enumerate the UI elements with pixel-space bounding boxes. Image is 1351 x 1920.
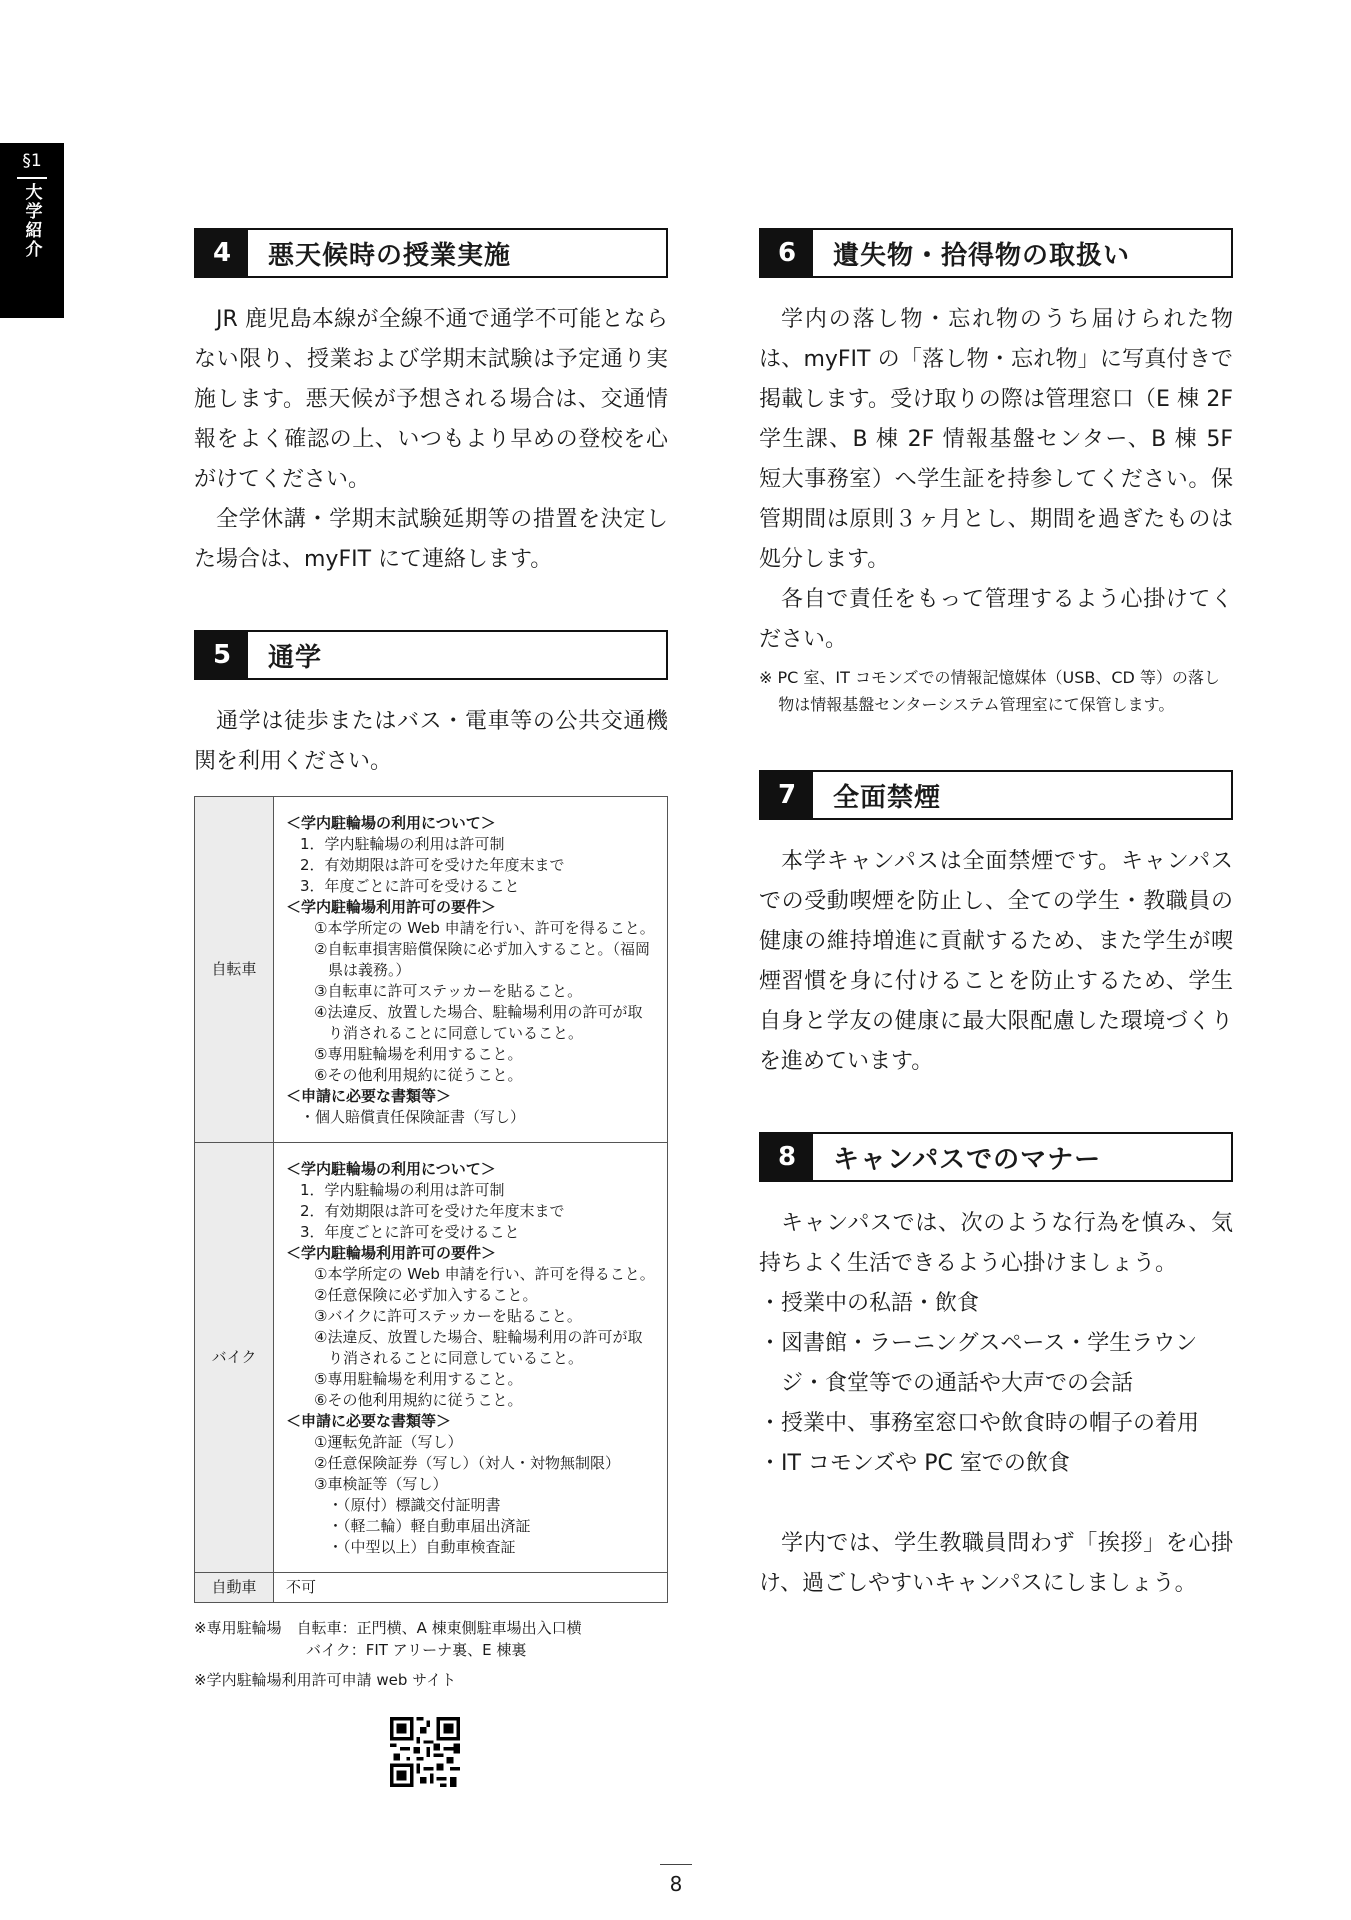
section-6-paragraph-2: 各自で責任をもって管理するよう心掛けてください。 xyxy=(759,587,1233,652)
rule-line: ②任意保険に必ず加入すること。 xyxy=(314,1286,538,1304)
section-4-number: 4 xyxy=(196,230,248,276)
page-number: 8 xyxy=(669,1872,683,1896)
rule-heading: ＜学内駐輪場利用許可の要件＞ xyxy=(286,898,497,916)
web-application-note: ※学内駐輪場利用許可申請 web サイト xyxy=(194,1671,457,1689)
section-8-number: 8 xyxy=(761,1134,813,1180)
rule-heading: ＜申請に必要な書類等＞ xyxy=(286,1087,452,1105)
section-7-title: 全面禁煙 xyxy=(833,782,942,813)
page-number-rule xyxy=(660,1864,692,1865)
rule-line: 2．有効期限は許可を受けた年度末まで xyxy=(300,1202,565,1220)
section-8-paragraph-2: 学内では、学生教職員問わず「挨拶」を心掛け、過ごしやすいキャンパスにしましょう。 xyxy=(759,1531,1233,1596)
section-label: 大学紹介 xyxy=(21,183,42,259)
section-4-title: 悪天候時の授業実施 xyxy=(268,240,512,271)
parking-footnote-line-1: ※専用駐輪場 自転車：正門横、A 棟東側駐車場出入口横 xyxy=(194,1619,582,1637)
rule-line: 1．学内駐輪場の利用は許可制 xyxy=(300,835,505,853)
rule-line: ⑤専用駐輪場を利用すること。 xyxy=(314,1370,523,1388)
parking-rules-table xyxy=(194,796,668,1603)
list-item: ・IT コモンズや PC 室での飲食 xyxy=(759,1451,1070,1476)
rule-line: ⑥その他利用規約に従うこと。 xyxy=(314,1391,523,1409)
section-6-heading xyxy=(759,228,1233,278)
section-5-title: 通学 xyxy=(268,642,323,673)
section-4-paragraph-2: 全学休講・学期末試験延期等の措置を決定した場合は、myFIT にて連絡します。 xyxy=(194,507,668,572)
rule-line: ・（原付）標識交付証明書 xyxy=(328,1496,501,1514)
list-item: ・授業中の私語・飲食 xyxy=(759,1291,980,1316)
section-5-paragraph-1: 通学は徒歩またはバス・電車等の公共交通機関を利用ください。 xyxy=(194,709,668,774)
section-6-title: 遺失物・拾得物の取扱い xyxy=(833,240,1131,271)
rule-heading: ＜申請に必要な書類等＞ xyxy=(286,1412,452,1430)
section-7-heading xyxy=(759,770,1233,820)
list-item: ・図書館・ラーニングスペース・学生ラウンジ・食堂等での通話や大声での会話 xyxy=(759,1331,1198,1396)
bicycle-label: 自転車 xyxy=(195,797,274,1143)
bicycle-rules xyxy=(274,797,668,1143)
side-tab-rule xyxy=(17,177,47,179)
motorbike-label: バイク xyxy=(195,1143,274,1573)
list-item: ・授業中、事務室窓口や飲食時の帽子の着用 xyxy=(759,1411,1200,1436)
rule-heading: ＜学内駐輪場の利用について＞ xyxy=(286,1160,496,1178)
table-row xyxy=(195,797,668,1143)
rule-line: ・個人賠償責任保険証書（写し） xyxy=(300,1108,526,1126)
section-6-number: 6 xyxy=(761,230,813,276)
rule-line: ⑥その他利用規約に従うこと。 xyxy=(314,1066,523,1084)
section-8-heading xyxy=(759,1132,1233,1182)
section-4-paragraph-1: JR 鹿児島本線が全線不通で通学不可能とならない限り、授業および学期末試験は予定通り実施します。悪天候が予想される場合は、交通情報をよく確認の上、いつもより早めの登校を心がけてください。 xyxy=(194,307,668,492)
motorbike-rules xyxy=(274,1143,668,1573)
section-5-heading xyxy=(194,630,668,680)
table-row xyxy=(195,1573,668,1603)
rule-line: ①運転免許証（写し） xyxy=(314,1433,463,1451)
section-6-paragraph-1: 学内の落し物・忘れ物のうち届けられた物は、myFIT の「落し物・忘れ物」に写真付きで掲載します。受け取りの際は管理窓口（E 棟 2F 学生課、B 棟 2F 情報基盤センター、B 棟 5F 短大事務室）へ学生証を持参してください。保管期間は原則３ヶ月とし、期間を過ぎたものは処分します。 xyxy=(759,307,1233,572)
rule-line: ・（軽二輪）軽自動車届出済証 xyxy=(328,1517,531,1535)
parking-footnote xyxy=(194,1617,668,1691)
parking-footnote-line-2: バイク：FIT アリーナ裏、E 棟裏 xyxy=(306,1641,527,1659)
section-6-note: ※ PC 室、IT コモンズでの情報記憶媒体（USB、CD 等）の落し物は情報基盤センターシステム管理室にて保管します。 xyxy=(759,668,1220,714)
rule-line: 1．学内駐輪場の利用は許可制 xyxy=(300,1181,505,1199)
car-value: 不可 xyxy=(274,1573,668,1603)
rule-line: ②自転車損害賠償保険に必ず加入すること。（福岡県は義務。） xyxy=(314,940,650,979)
rule-line: 3．年度ごとに許可を受けること xyxy=(300,877,520,895)
section-7-paragraph-1: 本学キャンパスは全面禁煙です。キャンパスでの受動喫煙を防止し、全ての学生・教職員の健康の維持増進に貢献するため、また学生が喫煙習慣を身に付けることを防止するため、学生自身と学友の健康に最大限配慮した環境づくりを進めています。 xyxy=(759,849,1233,1074)
rule-line: ①本学所定の Web 申請を行い、許可を得ること。 xyxy=(314,1265,655,1283)
rule-heading: ＜学内駐輪場の利用について＞ xyxy=(286,814,496,832)
car-label: 自動車 xyxy=(195,1573,274,1603)
table-row xyxy=(195,1143,668,1573)
section-8-paragraph-1: キャンパスでは、次のような行為を慎み、気持ちよく生活できるよう心掛けましょう。 xyxy=(759,1211,1233,1276)
section-7-number: 7 xyxy=(761,772,813,818)
rule-line: ⑤専用駐輪場を利用すること。 xyxy=(314,1045,523,1063)
right-column xyxy=(759,228,1233,1604)
rule-heading: ＜学内駐輪場利用許可の要件＞ xyxy=(286,1244,497,1262)
rule-line: ④法違反、放置した場合、駐輪場利用の許可が取り消されることに同意していること。 xyxy=(314,1003,643,1042)
rule-line: ③バイクに許可ステッカーを貼ること。 xyxy=(314,1307,582,1325)
rule-line: ④法違反、放置した場合、駐輪場利用の許可が取り消されることに同意していること。 xyxy=(314,1328,643,1367)
rule-line: 2．有効期限は許可を受けた年度末まで xyxy=(300,856,565,874)
section-8-title: キャンパスでのマナー xyxy=(833,1144,1102,1175)
qr-code-icon[interactable] xyxy=(390,1717,460,1787)
section-5-number: 5 xyxy=(196,632,248,678)
rule-line: ③車検証等（写し） xyxy=(314,1475,448,1493)
rule-line: ③自転車に許可ステッカーを貼ること。 xyxy=(314,982,583,1000)
section-number: §1 xyxy=(22,151,42,171)
section-side-tab xyxy=(0,143,64,318)
rule-line: ・（中型以上）自動車検査証 xyxy=(328,1538,516,1556)
section-4-heading xyxy=(194,228,668,278)
rule-line: ①本学所定の Web 申請を行い、許可を得ること。 xyxy=(314,919,655,937)
rule-line: ②任意保険証券（写し）（対人・対物無制限） xyxy=(314,1454,620,1472)
left-column xyxy=(194,228,668,1787)
rule-line: 3．年度ごとに許可を受けること xyxy=(300,1223,520,1241)
